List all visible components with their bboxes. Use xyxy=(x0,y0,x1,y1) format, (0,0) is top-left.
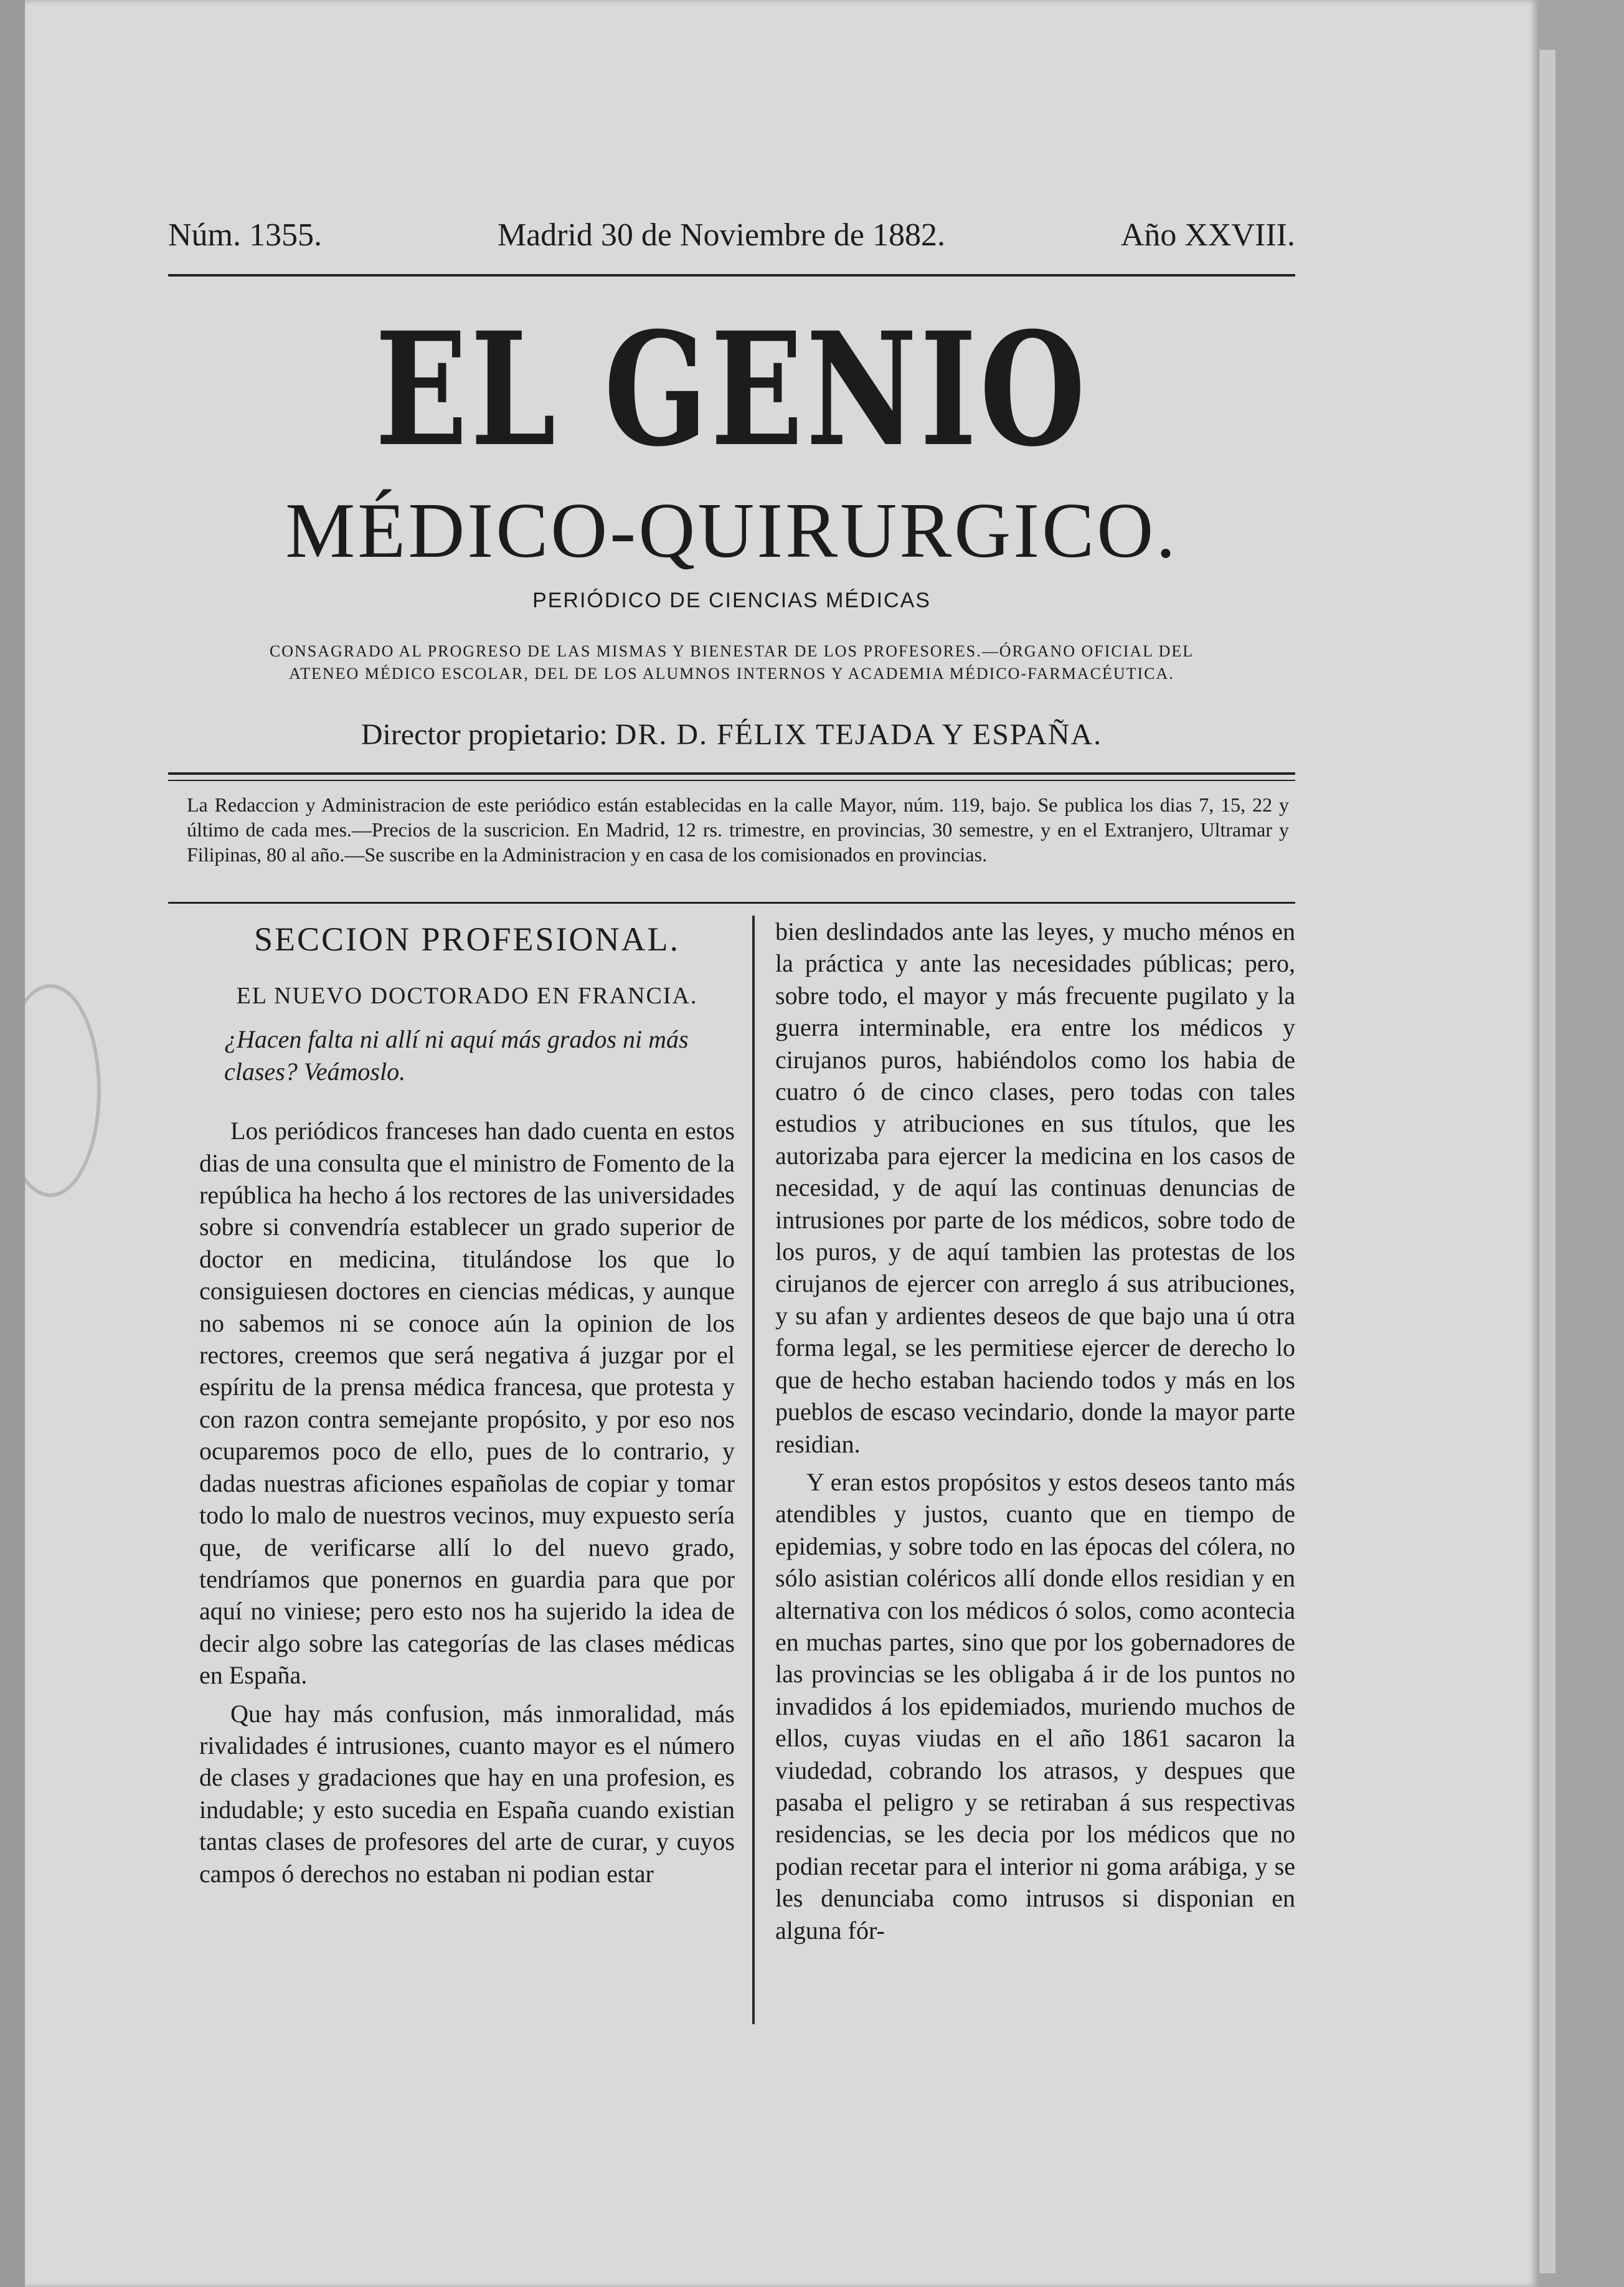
masthead-rule-2 xyxy=(168,780,1295,781)
consagrado-line-1: CONSAGRADO AL PROGRESO DE LAS MISMAS Y BIENESTAR DE LOS PROFESORES.—ÓRGANO OFICIAL DEL xyxy=(269,642,1194,660)
paragraph: bien deslindados ante las leyes, y mucho ménos en la práctica y ante las necesidades públicas; pero, sobre todo, el mayor y más frecuente pugilato y la guerra interminable, era entre los médicos y cirujanos puros, habiéndolos como los habia de cuatro ó de cinco clases, pero todas con tales estudios y atribuciones en sus títulos, que les autorizaba para ejercer la medicina en los casos de necesidad, y de aquí las continuas denuncias de intrusiones por parte de los médicos, sobre todo de los puros, y de aquí tambien las protestas de los cirujanos de ejercer con arreglo á sus atribuciones, y su afan y ardientes deseos de que bajo una ú otra forma legal, se les permitiese ejercer de derecho lo que de hecho estaban haciendo todos y más en los pueblos de escaso vecindario, donde la mayor parte residian. xyxy=(775,917,1295,1458)
article-epigraph: ¿Hacen falta ni allí ni aquí más grados ni más clases? Veámoslo. xyxy=(224,1025,689,1086)
consagrado-line-2: ATENEO MÉDICO ESCOLAR, DEL DE LOS ALUMNOS INTERNOS Y ACADEMIA MÉDICO-FARMACÉUTICA. xyxy=(289,665,1174,683)
left-column xyxy=(199,916,735,1890)
redaccion-notice: La Redaccion y Administracion de este periódico están establecidas en la calle Mayor, núm. 119, bajo. Se publica los dias 7, 15, 22 y último de cada mes.—Precios de la suscricion. En Madrid, 12 rs. trimestre, en provincias, 30 semestre, y en el Extranjero, Ultramar y Filipinas, 80 al año.—Se suscribe en la Administracion y en casa de los comisionados en provincias. xyxy=(187,793,1289,866)
issue-date: Madrid 30 de Noviembre de 1882. xyxy=(497,217,945,253)
page-stack-edge xyxy=(1538,50,1556,2273)
masthead-title: EL GENIO xyxy=(375,298,1088,481)
director-line xyxy=(168,717,1295,752)
right-column xyxy=(775,916,1295,1946)
section-title: SECCION PROFESIONAL. xyxy=(253,921,681,958)
paragraph: Y eran estos propósitos y estos deseos tanto más atendibles y justos, cuanto que en tiempo de epidemias, y sobre todo en las épocas del cólera, no sólo asistian coléricos allí donde ellos residian y en alternativa con los médicos ó solos, como acontecia en muchas partes, sino que por los gobernadores de las provincias se les obligaba á ir de los puntos no invadidos á los epidemiados, muriendo muchos de ellos, cuyas viudas en el año 1861 sacaron la viudedad, cobrando los atrasos, y despues que pasaba el peligro y se retiraban á sus respectivas residencias, se les decia por los médicos que no podian recetar para el interior ni goma arábiga, y se les denunciaba como intrusos si disponian en alguna fór- xyxy=(775,1467,1295,1944)
periodico-line: PERIÓDICO DE CIENCIAS MÉDICAS xyxy=(532,589,931,612)
paragraph: Que hay más confusion, más inmoralidad, más rivalidades é intrusiones, cuanto mayor es el número de clases y gradaciones que hay en una profesion, es indudable; y esto sucedia en España cuando existian tantas clases de profesores del arte de curar, y cuyos campos ó derechos no estaban ni podian estar xyxy=(199,1699,735,1888)
library-stamp-icon xyxy=(25,984,101,1197)
issue-number: Núm. 1355. xyxy=(168,217,322,253)
issue-year: Año XXVIII. xyxy=(1120,217,1295,253)
left-book-gutter xyxy=(0,0,25,2287)
masthead-rule-1 xyxy=(168,772,1295,775)
consagrado-block xyxy=(168,640,1295,685)
director-name: DR. D. FÉLIX TEJADA Y ESPAÑA. xyxy=(615,718,1103,751)
paragraph: Los periódicos franceses han dado cuenta en estos dias de una consulta que el ministro de Fomento de la república ha hecho á los rectores de las universidades sobre si convendría establecer un grado superior de doctor en medicina, titulándose los que lo consiguiesen doctores en ciencias médicas, y aunque no sabemos ni se conoce aún la opinion de los rectores, creemos que será negativa á juzgar por el espíritu de la prensa médica francesa, que protesta y con razon contra semejante propósito, y por eso nos ocuparemos poco de ello, pues de lo contrario, y dadas nuestras aficiones españolas de copiar y tomar todo lo malo de nuestros vecinos, muy expuesto sería que, de verificarse allí lo del nuevo grado, tendríamos que ponernos en guardia para que por aquí no viniese; pero esto nos ha sujerido la idea de decir algo sobre las categorías de las clases médicas en España. xyxy=(199,1117,735,1690)
article-title: EL NUEVO DOCTORADO EN FRANCIA. xyxy=(236,983,698,1009)
column-divider xyxy=(752,916,755,2024)
newspaper-page xyxy=(25,0,1538,2287)
dateline xyxy=(168,217,1295,267)
director-label: Director propietario: xyxy=(361,718,608,751)
top-rule xyxy=(168,274,1295,277)
notice-rule xyxy=(168,902,1295,904)
masthead-subtitle: MÉDICO-QUIRURGICO. xyxy=(285,488,1178,574)
